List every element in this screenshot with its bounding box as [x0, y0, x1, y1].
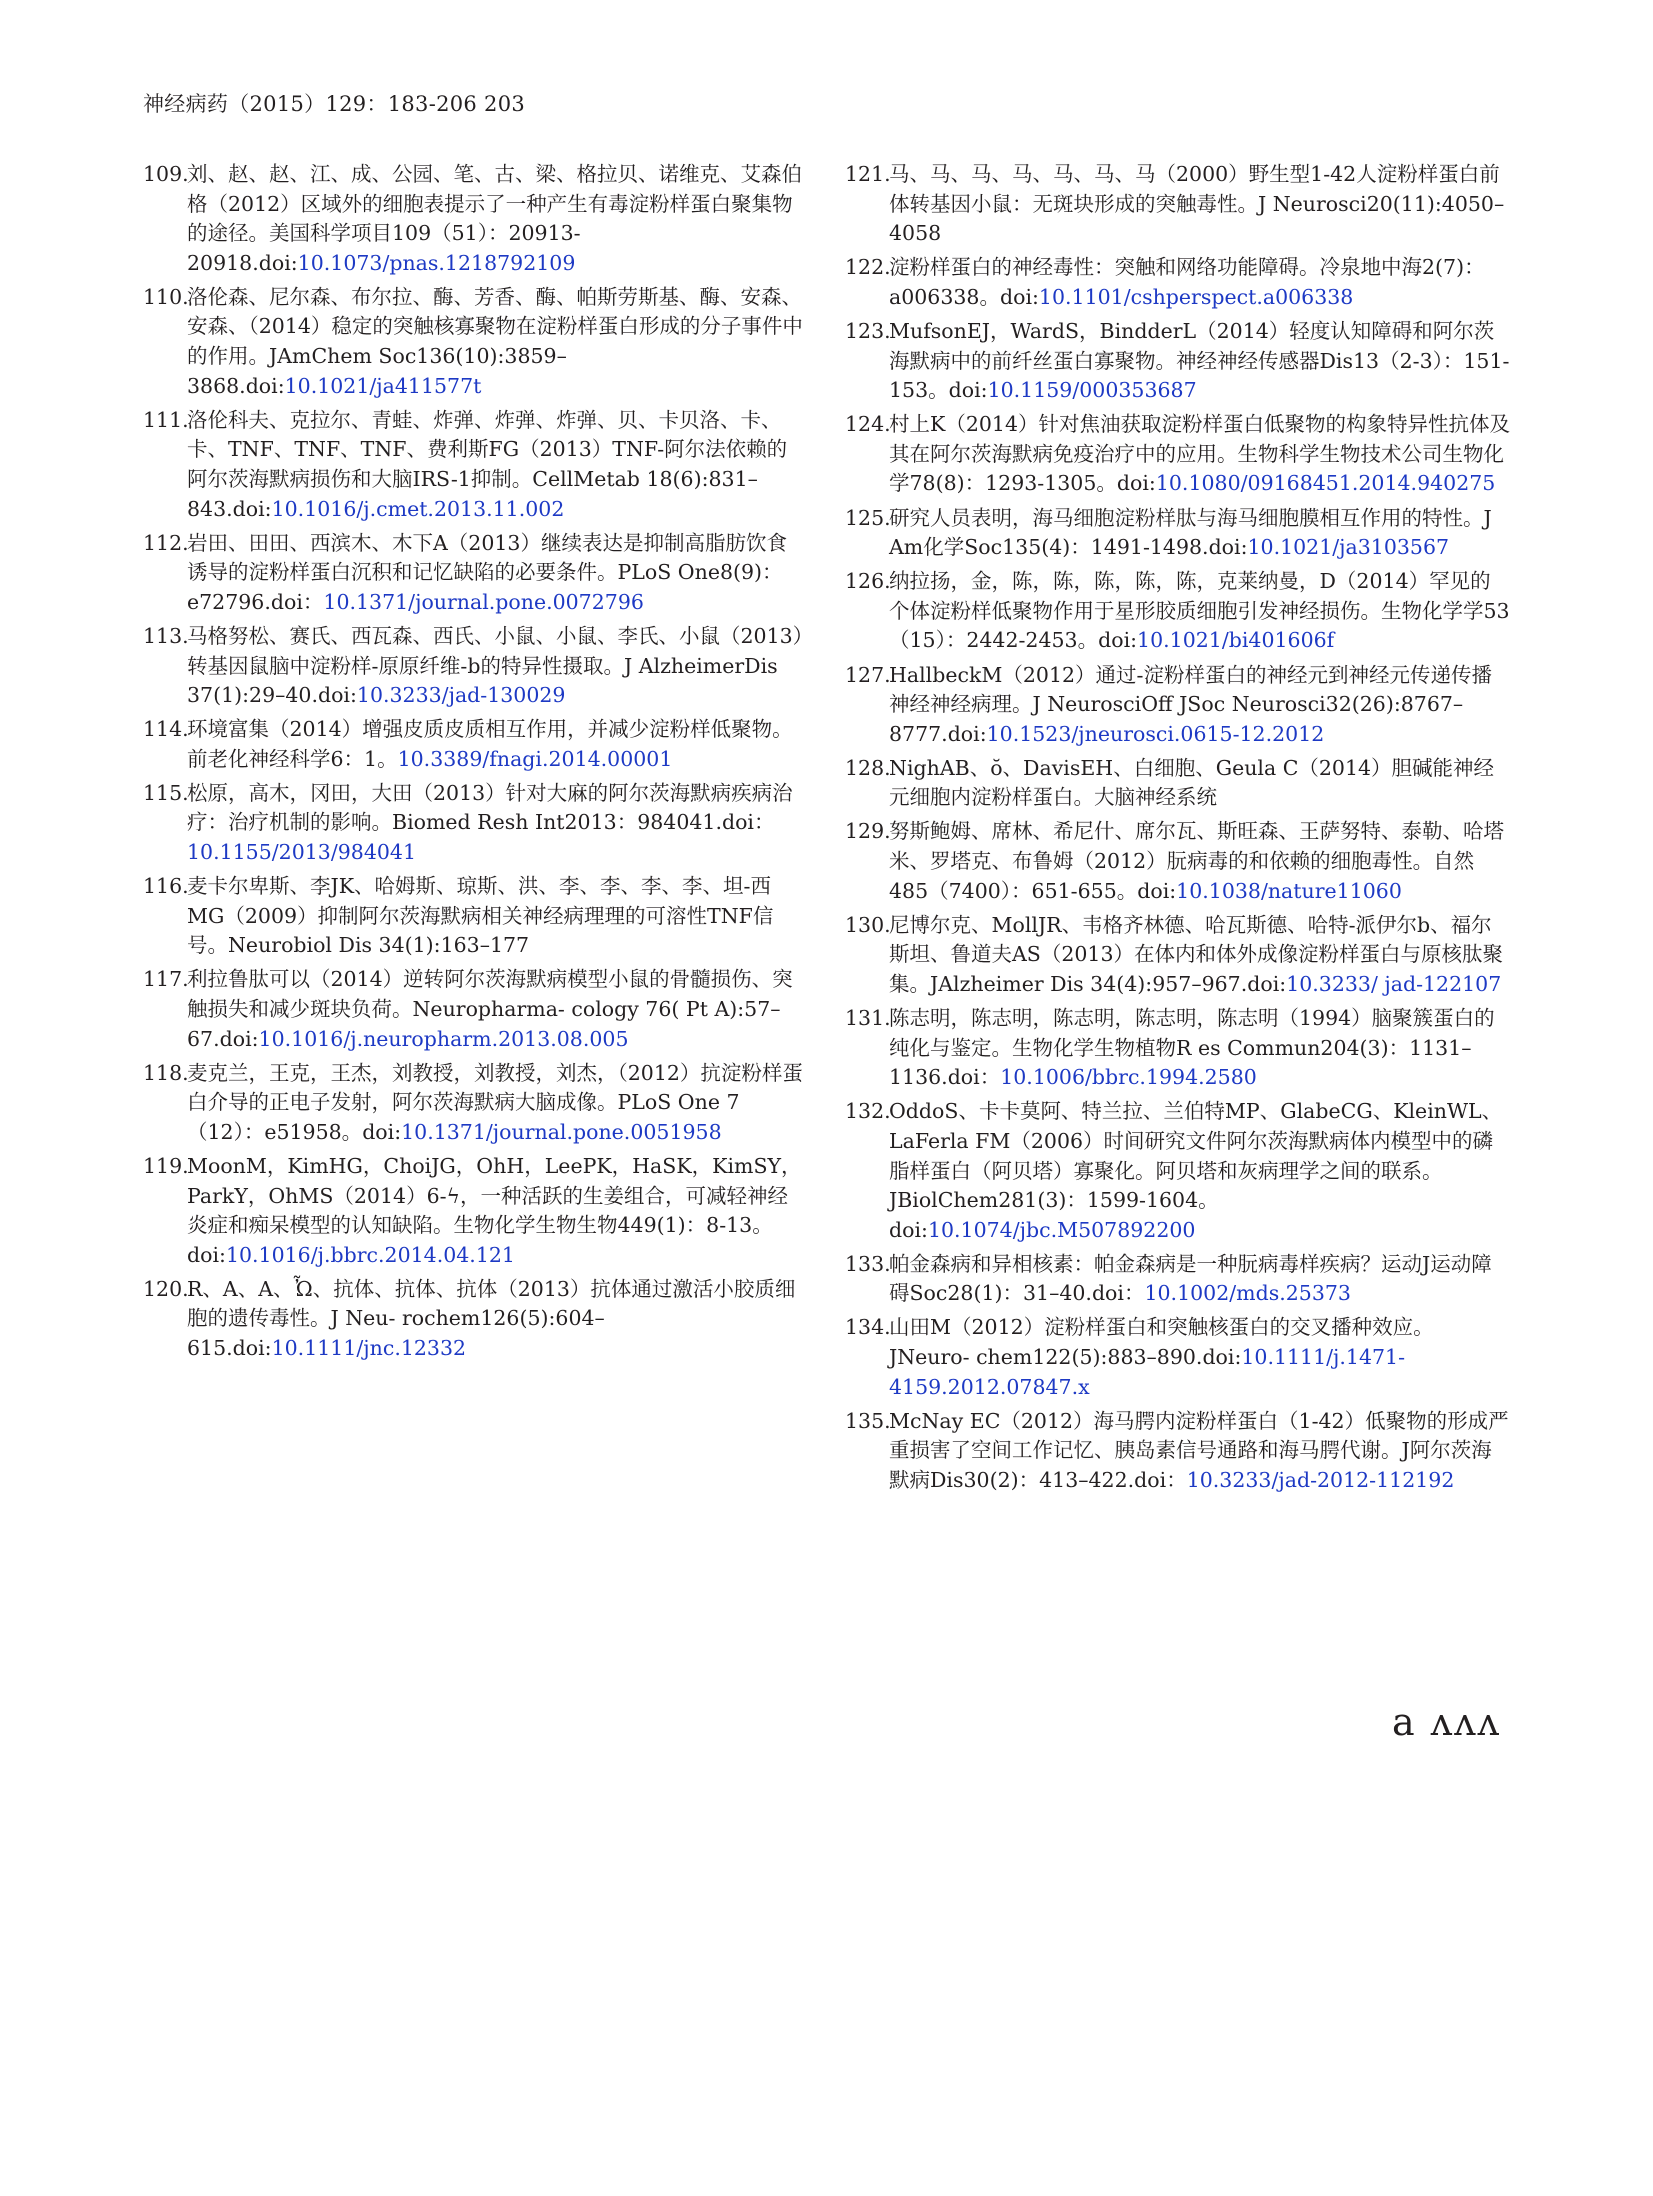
reference-body: [889, 567, 1511, 656]
reference-item: [845, 504, 1511, 563]
reference-item: [143, 529, 803, 618]
reference-text: R、A、A、Ὦ、抗体、抗体、抗体（2013）抗体通过激活小胶质细胞的遗传毒性。J Neu- rochem126(5):604–615.: [187, 1276, 796, 1361]
reference-text: 岩田、田田、西滨木、木下A（2013）继续表达是抑制高脂肪饮食诱导的淀粉样蛋白沉积和记忆缺陷的必要条件。PLoS One8(9)：e72796.: [187, 530, 787, 614]
reference-body: [889, 504, 1511, 563]
reference-number: 114.: [143, 717, 189, 742]
doi-link[interactable]: 10.1038/nature11060: [1176, 878, 1402, 903]
doi-link[interactable]: 10.1073/pnas.1218792109: [297, 250, 576, 275]
reference-item: [845, 1407, 1511, 1496]
doi-prefix: doi:: [1098, 628, 1138, 653]
reference-item: [143, 283, 803, 401]
doi-link[interactable]: 10.1021/ja3103567: [1247, 535, 1450, 560]
doi-prefix: doi：: [270, 589, 324, 614]
reference-text: 刘、赵、赵、江、成、公园、笔、古、梁、格拉贝、诺维克、艾森伯格（2012）区域外的细胞表提示了一种产生有毒淀粉样蛋白聚集物的途径。美国科学项目109（51）：20913-20918.: [187, 162, 802, 275]
reference-text: 努斯鲍姆、席林、希尼什、席尔瓦、斯旺森、王萨努特、泰勒、哈塔米、罗塔克、布鲁姆（2012）朊病毒的和依赖的细胞毒性。自然485（7400）：651-655。: [889, 819, 1504, 903]
reference-body: [187, 965, 803, 1054]
reference-item: [143, 622, 803, 711]
reference-body: [889, 1004, 1511, 1093]
reference-item: [845, 911, 1511, 1000]
reference-text: 陈志明，陈志明，陈志明，陈志明，陈志明（1994）脑聚簇蛋白的纯化与鉴定。生物化学生物植物R es Commun204(3)：1131–1136.: [889, 1006, 1495, 1090]
reference-number: 134.: [845, 1315, 891, 1340]
reference-body: [889, 410, 1511, 499]
reference-number: 119.: [143, 1154, 189, 1178]
reference-number: 115.: [143, 780, 189, 805]
reference-item: [845, 410, 1511, 499]
reference-body: [889, 1313, 1511, 1402]
reference-text: 洛伦科夫、克拉尔、青蛙、炸弹、炸弹、炸弹、贝、卡贝洛、卡、卡、TNF、TNF、TNF、费利斯FG（2013）TNF-阿尔法依赖的阿尔茨海默病损伤和大脑IRS-1抑制。CellMetab 18(6):831–843.: [187, 407, 788, 521]
doi-prefix: doi:: [258, 250, 298, 275]
reference-item: [845, 1313, 1511, 1402]
reference-item: [845, 1250, 1511, 1309]
doi-prefix: doi:: [947, 721, 987, 746]
reference-body: [889, 661, 1511, 750]
reference-text: OddoS、卡卡莫阿、特兰拉、兰伯特MP、GlabeCG、KleinWL、LaFerla FM（2006）时间研究文件阿尔茨海默病体内模型中的磷脂样蛋白（阿贝塔）寡聚化。阿贝塔和灰病理学之间的联系。JBiolChem281(3)：1599-1604。: [889, 1099, 1503, 1213]
reference-text: 马、马、马、马、马、马、马（2000）野生型1-42人淀粉样蛋白前体转基因小鼠：无斑块形成的突触毒性。J Neurosci20(11):4050–4058: [889, 162, 1505, 246]
reference-item: [143, 1152, 803, 1270]
reference-number: 118.: [143, 1060, 189, 1085]
doi-link[interactable]: 10.1021/bi401606f: [1137, 628, 1335, 653]
reference-item: [143, 715, 803, 774]
reference-number: 129.: [845, 819, 891, 844]
reference-body: [889, 817, 1511, 906]
reference-text: 帕金森病和异相核素：帕金森病是一种朊病毒样疾病？运动J运动障碍Soc28(1)：31–40.: [889, 1251, 1492, 1306]
references-left-column: [143, 160, 803, 1368]
doi-link[interactable]: 10.1159/000353687: [987, 378, 1197, 403]
reference-number: 123.: [845, 318, 891, 343]
doi-link[interactable]: 10.1111/j.1471-4159.2012.07847.x: [889, 1345, 1406, 1399]
reference-item: [143, 1059, 803, 1148]
reference-item: [143, 160, 803, 278]
reference-number: 116.: [143, 874, 189, 899]
doi-prefix: doi:: [187, 1242, 226, 1267]
reference-text: HallbeckM（2012）通过-淀粉样蛋白的神经元到神经元传递传播神经神经病理。J NeurosciOff JSoc Neurosci32(26):8767–8777.: [889, 662, 1492, 746]
reference-item: [845, 253, 1511, 312]
reference-body: [187, 715, 803, 774]
doi-link[interactable]: 10.1371/journal.pone.0072796: [323, 589, 644, 614]
doi-prefix: doi：: [1134, 1467, 1187, 1492]
doi-link[interactable]: 10.1371/journal.pone.0051958: [401, 1119, 722, 1144]
reference-number: 121.: [845, 162, 891, 186]
reference-item: [845, 567, 1511, 656]
doi-prefix: doi:: [1116, 471, 1156, 496]
reference-body: [187, 1152, 803, 1270]
reference-number: 135.: [845, 1408, 891, 1433]
doi-prefix: doi:: [1202, 1345, 1242, 1370]
reference-body: [889, 754, 1511, 813]
reference-text: 淀粉样蛋白的神经毒性：突触和网络功能障碍。冷泉地中海2(7)：a006338。: [889, 255, 1485, 309]
reference-text: 研究人员表明，海马细胞淀粉样肽与海马细胞膜相互作用的特性。J Am化学Soc135(4)：1491-1498.: [889, 505, 1492, 560]
doi-prefix: doi：: [1091, 1281, 1145, 1306]
doi-link[interactable]: 10.1021/ja411577t: [284, 373, 482, 398]
doi-link[interactable]: 10.1074/jbc.M507892200: [927, 1217, 1196, 1242]
doi-link[interactable]: 10.1002/mds.25373: [1144, 1281, 1351, 1306]
reference-body: [187, 1275, 803, 1364]
reference-body: [889, 253, 1511, 312]
reference-text: 尼博尔克、MollJR、韦格齐林德、哈瓦斯德、哈特-派伊尔b、福尔斯坦、鲁道夫AS（2013）在体内和体外成像淀粉样蛋白与原核肽聚集。JAlzheimer Dis 34(4):957–967.: [889, 912, 1504, 996]
reference-body: [187, 529, 803, 618]
reference-number: 110.: [143, 284, 189, 309]
reference-number: 132.: [845, 1099, 891, 1124]
reference-number: 127.: [845, 662, 891, 687]
reference-body: [187, 622, 803, 711]
reference-number: 128.: [845, 755, 891, 780]
doi-link[interactable]: 10.1523/jneurosci.0615-12.2012: [986, 721, 1325, 746]
doi-link[interactable]: 10.1016/j.neuropharm.2013.08.005: [258, 1026, 629, 1051]
reference-body: [889, 317, 1511, 406]
reference-body: [889, 1250, 1511, 1309]
reference-body: [187, 283, 803, 401]
reference-body: [889, 911, 1511, 1000]
reference-body: [187, 160, 803, 278]
reference-text: 村上K（2014）针对焦油获取淀粉样蛋白低聚物的构象特异性抗体及其在阿尔茨海默病免疫治疗中的应用。生物科学生物技术公司生物化学78(8)：1293-1305。: [889, 412, 1510, 496]
reference-number: 125.: [845, 505, 891, 530]
doi-prefix: doi:: [245, 373, 285, 398]
reference-number: 111.: [143, 407, 189, 432]
doi-prefix: doi:: [1247, 971, 1287, 996]
doi-prefix: doi：: [947, 1065, 1001, 1090]
reference-item: [845, 661, 1511, 750]
doi-link[interactable]: 10.3233/jad-2012-112192: [1186, 1467, 1455, 1492]
doi-prefix: doi:: [889, 1217, 928, 1242]
reference-item: [845, 317, 1511, 406]
reference-item: [143, 1275, 803, 1364]
reference-item: [845, 817, 1511, 906]
reference-number: 126.: [845, 569, 891, 594]
reference-number: 112.: [143, 530, 189, 555]
reference-body: [889, 1097, 1511, 1245]
reference-body: [187, 406, 803, 524]
reference-text: McNay EC（2012）海马腭内淀粉样蛋白（1-42）低聚物的形成严重损害了空间工作记忆、胰岛素信号通路和海马腭代谢。J阿尔茨海默病Dis30(2)：413–422.: [889, 1408, 1509, 1492]
reference-text: 洛伦森、尼尔森、布尔拉、酶、芳香、酶、帕斯劳斯基、酶、安森、安森、（2014）稳定的突触核寡聚物在淀粉样蛋白形成的分子事件中的作用。JAmChem Soc136(10):3859–3868.: [187, 284, 803, 398]
reference-text: 利拉鲁肽可以（2014）逆转阿尔茨海默病模型小鼠的骨髓损伤、突触损失和减少斑块负荷。Neuropharma- cology 76( Pt A):57–67.: [187, 967, 793, 1051]
reference-text: NighAB、ŏ、DavisEH、白细胞、Geula C（2014）胆碱能神经元细胞内淀粉样蛋白。大脑神经系统: [889, 755, 1495, 810]
reference-body: [187, 779, 803, 868]
reference-number: 113.: [143, 623, 189, 648]
reference-text: 松原，高木，冈田，大田（2013）针对大麻的阿尔茨海默病疾病治疗：治疗机制的影响。Biomed Resh Int2013：984041.: [187, 780, 793, 835]
reference-item: [845, 160, 1511, 249]
reference-text: 山田M（2012）淀粉样蛋白和突触核蛋白的交叉播种效应。JNeuro- chem122(5):883–890.: [889, 1315, 1434, 1370]
doi-prefix: doi:: [232, 496, 272, 521]
doi-link[interactable]: 10.1111/jnc.12332: [271, 1336, 467, 1361]
reference-item: [845, 1097, 1511, 1245]
reference-number: 109.: [143, 162, 189, 186]
page-header: 神经病药（2015）129：183-206 203: [143, 92, 526, 116]
doi-prefix: doi:: [948, 378, 988, 403]
reference-number: 130.: [845, 912, 891, 937]
reference-number: 122.: [845, 255, 891, 280]
doi-link[interactable]: 10.1016/j.cmet.2013.11.002: [271, 496, 565, 521]
reference-text: 马格努松、赛氏、西瓦森、西氏、小鼠、小鼠、李氏、小鼠（2013）转基因鼠脑中淀粉样-原原纤维-b的特异性摄取。J AlzheimerDis 37(1):29–40.: [187, 623, 803, 708]
reference-body: [889, 1407, 1511, 1496]
reference-text: MufsonEJ，WardS，BindderL（2014）轻度认知障碍和阿尔茨海默病中的前纤丝蛋白寡聚物。神经神经传感器Dis13（2-3）：151-153。: [889, 318, 1510, 403]
doi-link[interactable]: 10.1016/j.bbrc.2014.04.121: [225, 1242, 515, 1267]
doi-prefix: doi:: [362, 1119, 402, 1144]
reference-text: MoonM，KimHG，ChoiJG，OhH，LeePK，HaSK，KimSY，ParkY，OhMS（2014）6-ϟ，一种活跃的生姜组合，可减轻神经炎症和痴呆模型的认知缺陷。生物化学生物生物449(1)：8-13。: [187, 1154, 802, 1238]
doi-link[interactable]: 10.1101/cshperspect.a006338: [1038, 284, 1354, 309]
doi-prefix: doi:: [219, 1026, 259, 1051]
reference-item: [143, 779, 803, 868]
reference-item: [845, 1004, 1511, 1093]
doi-link[interactable]: 10.3233/ jad-122107: [1286, 971, 1502, 996]
doi-prefix: doi:: [999, 284, 1039, 309]
reference-text: 麦克兰，王克，王杰，刘教授，刘教授，刘杰，（2012）抗淀粉样蛋白介导的正电子发射，阿尔茨海默病大脑成像。PLoS One 7（12）：e51958。: [187, 1060, 803, 1144]
doi-prefix: doi:: [1208, 535, 1248, 560]
doi-prefix: doi:: [317, 683, 357, 708]
doi-link[interactable]: 10.1080/09168451.2014.940275: [1155, 471, 1496, 496]
reference-text: 环境富集（2014）增强皮质皮质相互作用，并减少淀粉样低聚物。前老化神经科学6：1。: [187, 717, 793, 771]
reference-body: [889, 160, 1511, 249]
corner-mark: a ʌʌʌ: [1392, 1700, 1502, 1744]
doi-prefix: doi:: [232, 1336, 272, 1361]
doi-link[interactable]: 10.3233/jad-130029: [356, 683, 566, 708]
doi-prefix: doi：: [721, 810, 775, 835]
reference-item: [845, 754, 1511, 813]
reference-item: [143, 406, 803, 524]
reference-body: [187, 1059, 803, 1148]
reference-number: 131.: [845, 1006, 891, 1031]
reference-number: 133.: [845, 1251, 891, 1276]
reference-text: 纳拉扬，金，陈，陈，陈，陈，陈，克莱纳曼，D（2014）罕见的个体淀粉样低聚物作用于星形胶质细胞引发神经损伤。生物化学学53（15）：2442-2453。: [889, 569, 1510, 653]
doi-link[interactable]: 10.3389/fnagi.2014.00001: [397, 746, 673, 771]
doi-link[interactable]: 10.1155/2013/984041: [187, 840, 417, 865]
references-right-column: [845, 160, 1511, 1500]
reference-number: 120.: [143, 1276, 189, 1301]
reference-item: [143, 965, 803, 1054]
reference-text: 麦卡尔卑斯、李JK、哈姆斯、琼斯、洪、李、李、李、李、坦-西MG（2009）抑制阿尔茨海默病相关神经病理理的可溶性TNF信号。Neurobiol Dis 34(1):163–177: [187, 874, 774, 958]
reference-body: [187, 872, 803, 961]
doi-prefix: doi:: [1137, 878, 1177, 903]
reference-number: 124.: [845, 412, 891, 437]
reference-item: [143, 872, 803, 961]
reference-number: 117.: [143, 967, 189, 992]
doi-link[interactable]: 10.1006/bbrc.1994.2580: [1000, 1065, 1257, 1090]
